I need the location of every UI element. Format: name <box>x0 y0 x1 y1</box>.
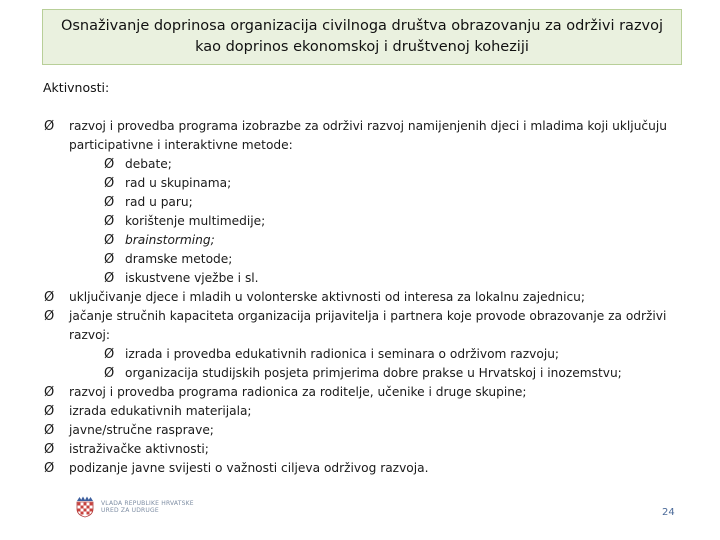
list-item-text: uključivanje djece i mladih u volonterske aktivnosti od interesa za lokalnu zajednicu; <box>69 290 585 304</box>
slide-title <box>42 9 682 65</box>
list-item-text: javne/stručne rasprave; <box>69 423 214 437</box>
footer-logo <box>76 496 194 518</box>
sub-list-item <box>69 212 674 231</box>
sub-list-item-text: korištenje multimedije; <box>125 214 266 228</box>
sub-list-item-text: rad u paru; <box>125 195 193 209</box>
section-label: Aktivnosti: <box>43 80 110 95</box>
croatian-coat-of-arms-icon <box>76 496 94 518</box>
bullet-arrow-icon: Ø <box>44 404 55 419</box>
sub-list-item-text: dramske metode; <box>125 252 233 266</box>
bullet-arrow-icon: Ø <box>104 233 115 248</box>
page-number: 24 <box>662 507 675 518</box>
bullet-arrow-icon: Ø <box>44 461 55 476</box>
bullet-arrow-icon: Ø <box>104 214 115 229</box>
list-item-text: razvoj i provedba programa izobrazbe za održivi razvoj namijenjenih djeci i mladima koji uključuju participativne i interaktivne metode: <box>69 119 667 152</box>
bullet-arrow-icon: Ø <box>104 252 115 267</box>
sub-list <box>69 345 674 383</box>
sub-list-item <box>69 364 674 383</box>
sub-list-item <box>69 193 674 212</box>
bullet-arrow-icon: Ø <box>104 176 115 191</box>
sub-list-item <box>69 345 674 364</box>
footer-logo-line-2: URED ZA UDRUGE <box>101 507 159 514</box>
sub-list-item <box>69 174 674 193</box>
bullet-arrow-icon: Ø <box>104 271 115 286</box>
sub-list-item-text: debate; <box>125 157 172 171</box>
bullet-arrow-icon: Ø <box>104 195 115 210</box>
sub-list-item-text: iskustvene vježbe i sl. <box>125 271 259 285</box>
bullet-arrow-icon: Ø <box>44 423 55 438</box>
sub-list-item-text: rad u skupinama; <box>125 176 232 190</box>
slide-title-line-1: Osnaživanje doprinosa organizacija civilnoga društva obrazovanju za održivi razvoj <box>60 18 664 34</box>
list-item <box>44 307 674 383</box>
sub-list-item-text: izrada i provedba edukativnih radionica i seminara o održivom razvoju; <box>125 347 560 361</box>
list-item <box>44 459 674 478</box>
sub-list-item-text: organizacija studijskih posjeta primjerima dobre prakse u Hrvatskoj i inozemstvu; <box>125 366 622 380</box>
sub-list <box>69 155 674 288</box>
activity-list <box>44 117 674 478</box>
list-item <box>44 117 674 288</box>
footer-logo-text <box>101 500 194 515</box>
list-item-text: podizanje javne svijesti o važnosti ciljeva održivog razvoja. <box>69 461 429 475</box>
list-item-text: izrada edukativnih materijala; <box>69 404 252 418</box>
list-item <box>44 421 674 440</box>
footer-logo-line-1: VLADA REPUBLIKE HRVATSKE <box>101 499 194 507</box>
list-item <box>44 288 674 307</box>
list-item-text: razvoj i provedba programa radionica za roditelje, učenike i druge skupine; <box>69 385 527 399</box>
sub-list-item <box>69 269 674 288</box>
slide-title-line-2: kao doprinos ekonomskoj i društvenoj koheziji <box>195 39 529 55</box>
bullet-arrow-icon: Ø <box>104 157 115 172</box>
bullet-arrow-icon: Ø <box>44 309 55 324</box>
bullet-arrow-icon: Ø <box>44 442 55 457</box>
sub-list-item <box>69 231 674 250</box>
list-item <box>44 402 674 421</box>
sub-list-item <box>69 250 674 269</box>
list-item-text: istraživačke aktivnosti; <box>69 442 209 456</box>
bullet-arrow-icon: Ø <box>44 385 55 400</box>
list-item <box>44 440 674 459</box>
sub-list-item-text: brainstorming; <box>125 233 215 247</box>
bullet-arrow-icon: Ø <box>44 119 55 134</box>
sub-list-item <box>69 155 674 174</box>
bullet-arrow-icon: Ø <box>44 290 55 305</box>
bullet-arrow-icon: Ø <box>104 347 115 362</box>
list-item-text: jačanje stručnih kapaciteta organizacija prijavitelja i partnera koje provode obrazovanje za održivi razvoj: <box>69 309 667 342</box>
list-item <box>44 383 674 402</box>
bullet-arrow-icon: Ø <box>104 366 115 381</box>
